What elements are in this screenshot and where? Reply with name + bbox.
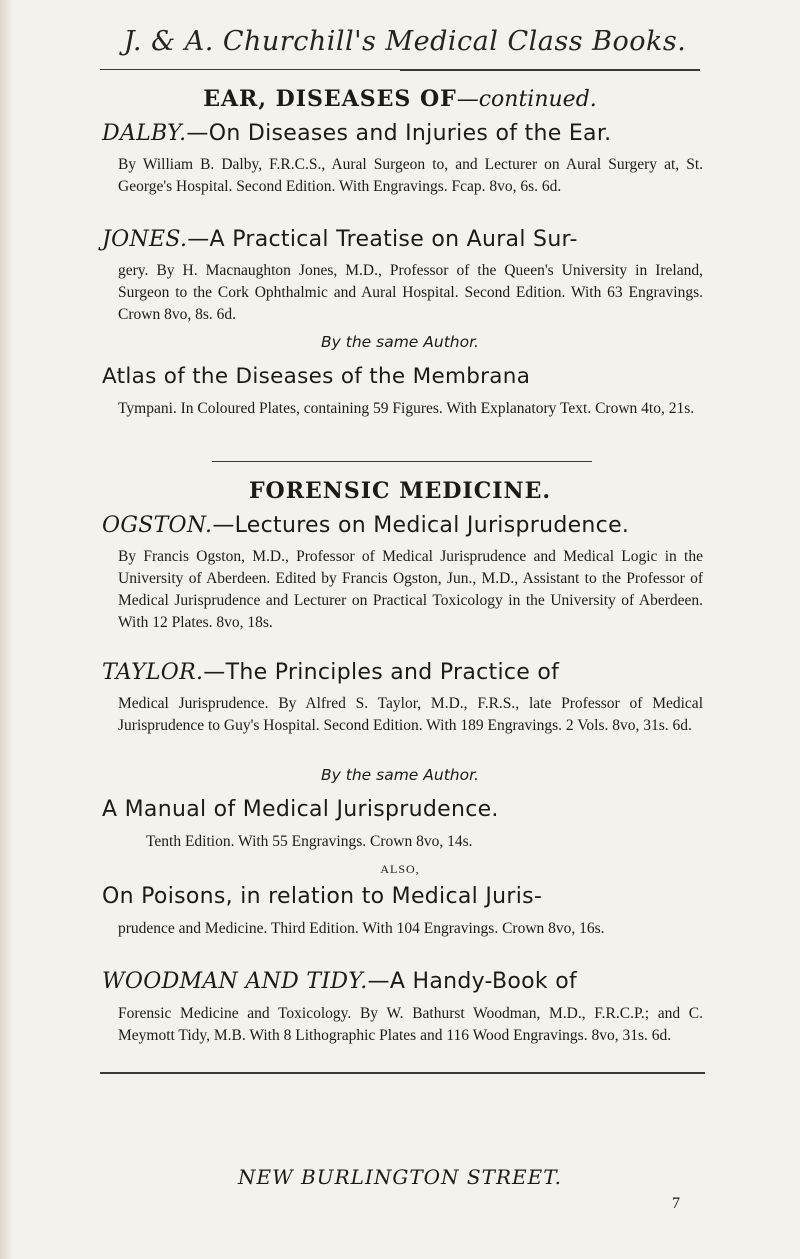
head-rule-thick xyxy=(400,69,700,71)
entry-dalby-author: DALBY. xyxy=(102,121,187,146)
entry-woodman-heading xyxy=(102,969,702,994)
also-label: ALSO, xyxy=(380,862,420,876)
section-title-ear-text: EAR, DISEASES OF xyxy=(203,86,457,112)
entry-woodman-author: WOODMAN AND TIDY. xyxy=(102,969,368,994)
entry-ogston-author: OGSTON. xyxy=(102,513,213,538)
entry-ogston-description: By Francis Ogston, M.D., Professor of Medical Jurisprudence and Medical Logic in the University of Aberdeen. Edited by Francis Ogston, Jun., M.D., Assistant to the Professor of Medical Jurisprudence and Lecturer on Practical Toxicology in the University of Aberdeen. With 12 Plates. 8vo, 18s. xyxy=(118,548,703,631)
section-separator xyxy=(212,461,592,462)
by-same-author-taylor: By the same Author. xyxy=(321,766,479,784)
entry-woodman-description: Forensic Medicine and Toxicology. By W. Bathurst Woodman, M.D., F.R.C.P.; and C. Meymott Tidy, M.B. With 8 Lithographic Plates and 116 Wood Engravings. 8vo, 31s. 6d. xyxy=(118,1005,703,1044)
entry-taylor-author: TAYLOR. xyxy=(102,660,204,685)
entry-ogston-heading xyxy=(102,513,702,538)
page-spine-shadow xyxy=(0,0,14,1259)
entry-jones-author: JONES. xyxy=(102,227,188,252)
entry-jones-atlas-description: Tympani. In Coloured Plates, containing 59 Figures. With Explanatory Text. Crown 4to, 21s. xyxy=(118,400,695,417)
entry-taylor-heading xyxy=(102,660,702,685)
entry-taylor-poisons-title: On Poisons, in relation to Medical Juris- xyxy=(102,884,543,909)
entry-woodman-title: —A Handy-Book of xyxy=(367,969,578,994)
entry-taylor-title: —The Principles and Practice of xyxy=(203,660,560,685)
continued-label: —continued. xyxy=(456,87,597,112)
running-head: J. & A. Churchill's Medical Class Books. xyxy=(123,26,687,57)
head-rule-thin xyxy=(100,69,400,70)
entry-ogston-title: —Lectures on Medical Jurisprudence. xyxy=(212,513,630,538)
entry-taylor-poisons-description: prudence and Medicine. Third Edition. With 104 Engravings. Crown 8vo, 16s. xyxy=(118,920,605,937)
entry-taylor-description: Medical Jurisprudence. By Alfred S. Taylor, M.D., F.R.S., late Professor of Medical Jurisprudence to Guy's Hospital. Second Edition. With 189 Engravings. 2 Vols. 8vo, 31s. 6d. xyxy=(118,695,703,734)
entry-jones-atlas-title: Atlas of the Diseases of the Membrana xyxy=(102,364,531,389)
footer-rule xyxy=(100,1072,705,1074)
section-title-forensic: FORENSIC MEDICINE. xyxy=(248,478,552,504)
section-title-ear xyxy=(100,86,700,112)
footer-imprint: NEW BURLINGTON STREET. xyxy=(238,1165,562,1189)
entry-jones-description: gery. By H. Macnaughton Jones, M.D., Professor of the Queen's University in Ireland, Surgeon to the Cork Ophthalmic and Aural Hospital. Second Edition. With 63 Engravings. Crown 8vo, 8s. 6d. xyxy=(118,262,703,323)
by-same-author-jones: By the same Author. xyxy=(321,333,479,351)
entry-dalby-description: By William B. Dalby, F.R.C.S., Aural Surgeon to, and Lecturer on Aural Surgery at, St. George's Hospital. Second Edition. With Engravings. Fcap. 8vo, 6s. 6d. xyxy=(118,156,703,195)
entry-dalby-heading xyxy=(102,121,702,146)
entry-jones-heading xyxy=(102,227,702,252)
entry-taylor-manual-title: A Manual of Medical Jurisprudence. xyxy=(102,797,499,822)
entry-dalby-title: —On Diseases and Injuries of the Ear. xyxy=(186,121,612,146)
page-number: 7 xyxy=(672,1195,680,1212)
entry-jones-title: —A Practical Treatise on Aural Sur- xyxy=(187,227,578,252)
entry-taylor-manual-description: Tenth Edition. With 55 Engravings. Crown 8vo, 14s. xyxy=(146,833,473,850)
